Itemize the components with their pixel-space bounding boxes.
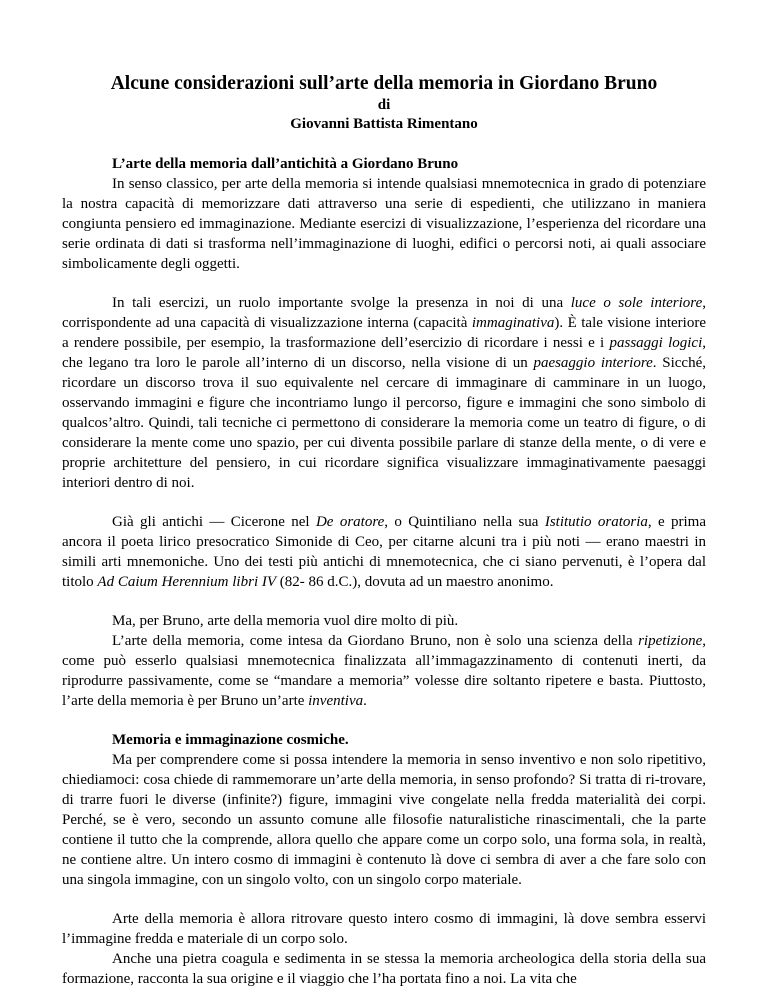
paragraph: Già gli antichi — Cicerone nel De oratore, o Quintiliano nella sua Istitutio oratoria, e prima ancora il poeta lirico presocratico Simonide di Ceo, per citarne alcuni tra i più noti — erano maestri in simili arti mnemoniche. Uno dei testi più antichi di mnemotecnica, che ci siano pervenuti, è l’opera dal titolo Ad Caium Herennium libri IV (82- 86 d.C.), dovuta ad un maestro anonimo.: [62, 514, 706, 590]
paragraph: Ma, per Bruno, arte della memoria vuol dire molto di più.: [112, 613, 459, 629]
section-heading-cosmic-memory: Memoria e immaginazione cosmiche.: [112, 732, 349, 748]
paragraph: Anche una pietra coagula e sedimenta in se stessa la memoria archeologica della storia della sua formazione, racconta la sua origine e il viaggio che l’ha portata fino a noi. La vita che: [62, 951, 706, 987]
paragraph: Arte della memoria è allora ritrovare questo intero cosmo di immagini, là dove sembra esservi l’immagine fredda e materiale di un corpo solo.: [62, 911, 706, 947]
paragraph: Ma per comprendere come si possa intendere la memoria in senso inventivo e non solo ripetitivo, chiediamoci: cosa chiede di rammemorare un’arte della memoria, in senso profondo? Si tratta di ri-trovare, di trarre fuori le diverse (infinite?) figure, immagini vive congelate nella fredda materialità dei corpi. Perché, se è vero, secondo un assunto comune alle filosofie naturalistiche rinascimentali, che la parte contiene il tutto che la comprende, allora quello che appare come un corpo solo, una forma sola, in realtà, ne contiene altre. Un intero cosmo di immagini è contenuto là dove ci sembra di aver a che fare solo con una singola immagine, con un singolo volto, con un singolo corpo materiale.: [62, 752, 706, 888]
section-heading-antiquity: L’arte della memoria dall’antichità a Giordano Bruno: [112, 156, 459, 172]
paragraph: L’arte della memoria, come intesa da Giordano Bruno, non è solo una scienza della ripetizione, come può esserlo qualsiasi mnemotecnica finalizzata all’immagazzinamento di contenuti inerti, da riprodurre passivamente, come se “mandare a memoria” volesse dire soltanto ripetere e basta. Piuttosto, l’arte della memoria è per Bruno un’arte inventiva.: [62, 633, 706, 709]
byline-di: di: [377, 97, 391, 113]
document-title: Alcune considerazioni sull’arte della memoria in Giordano Bruno: [110, 73, 658, 94]
author-name: Giovanni Battista Rimentano: [290, 116, 478, 132]
paragraph: In tali esercizi, un ruolo importante svolge la presenza in noi di una luce o sole interiore, corrispondente ad una capacità di visualizzazione interna (capacità immaginativa). È tale visione interiore a rendere possibile, per esempio, la trasformazione dell’esercizio di ricordare i nessi e i passaggi logici, che legano tra loro le parole all’interno di un discorso, nella visione di un paesaggio interiore. Sicché, ricordare un discorso trova il suo equivalente nel cercare di immaginare di camminare in un luogo, osservando immagini e figure che incontriamo lungo il percorso, figure e immagini che sono simbolo di qualcos’altro. Quindi, tali tecniche ci permettono di considerare la memoria come un teatro di figure, o di considerare la mente come uno spazio, per cui diventa possibile parlare di stanze della mente, o di vere e proprie architetture del pensiero, in cui ricordare significa visualizzare immaginativamente paesaggi interiori dentro di noi.: [62, 295, 707, 491]
paragraph: In senso classico, per arte della memoria si intende qualsiasi mnemotecnica in grado di potenziare la nostra capacità di memorizzare dati attraverso una serie di espedienti, che utilizzano in maniera congiunta pensiero ed immaginazione. Mediante esercizi di visualizzazione, l’esperienza del ricordare una serie ordinata di dati si trasforma nell’immaginazione di luoghi, edifici o percorsi noti, ai quali associare simbolicamente degli oggetti.: [62, 176, 706, 272]
